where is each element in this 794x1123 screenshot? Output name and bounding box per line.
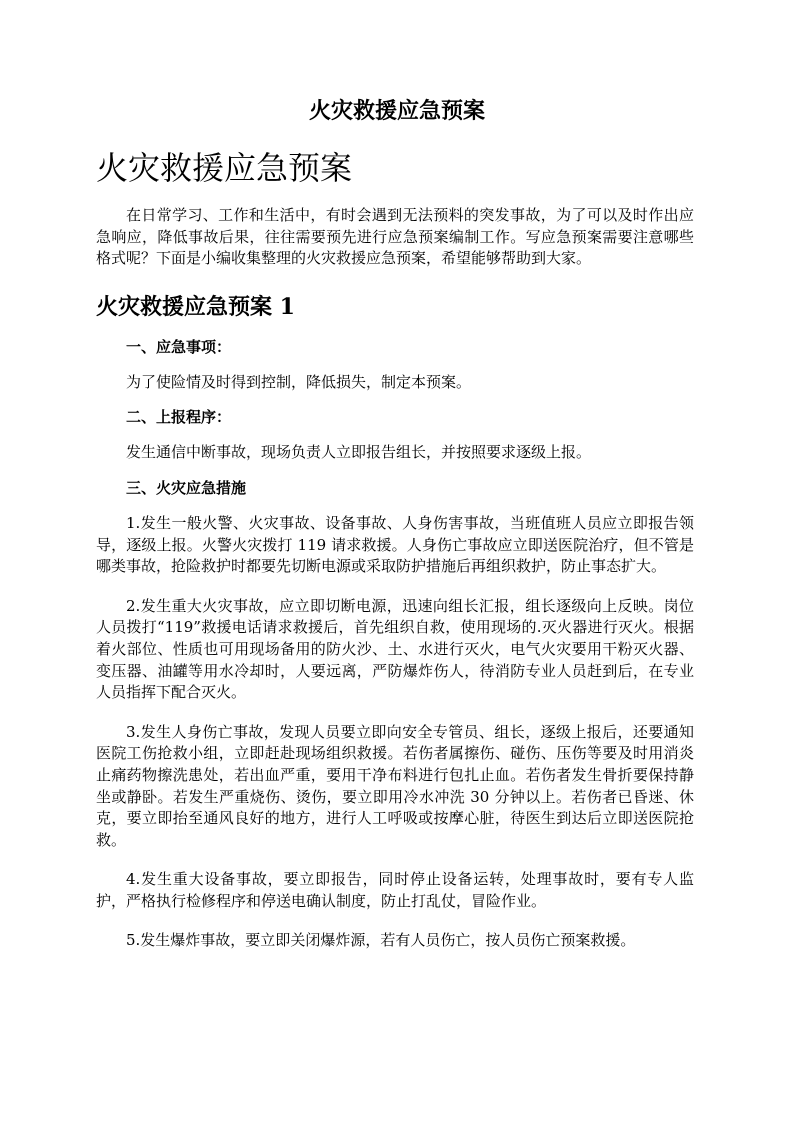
subheading-fire-measures: 三、火灾应急措施 [126, 478, 247, 497]
measure-item-3: 3.发生人身伤亡事故，发现人员要立即向安全专管员、组长，逐级上报后，还要通知医院工伤抢救小组，立即赶赴现场组织救援。若伤者属擦伤、碰伤、压伤等要及时用消炎止痛药物擦洗患处，若出血严重，要用干净布料进行包扎止血。若伤者发生骨折要保持静坐或静卧。若发生严重烧伤、烫伤，要立即用冷水冲洗 30 分钟以上。若伤者已昏迷、休克，要立即抬至通风良好的地方，进行人工呼吸或按摩心脏，待医生到达后立即送医院抢救。 [96, 722, 694, 849]
intro-paragraph: 在日常学习、工作和生活中，有时会遇到无法预料的突发事故，为了可以及时作出应急响应，降低事故后果，往往需要预先进行应急预案编制工作。写应急预案需要注意哪些格式呢？下面是小编收集整理的火灾救援应急预案，希望能够帮助到大家。 [96, 206, 694, 268]
report-procedure-text: 发生通信中断事故，现场负责人立即报告组长，并按照要求逐级上报。 [126, 443, 592, 462]
subheading-report-procedure: 二、上报程序： [126, 408, 232, 427]
document-body [96, 205, 694, 952]
section-title: 火灾救援应急预案 1 [96, 293, 295, 320]
document-main-title: 火灾救援应急预案 [96, 149, 353, 187]
measure-item-1: 1.发生一般火警、火灾事故、设备事故、人身伤害事故，当班值班人员应立即报告领导，逐级上报。火警火灾拨打 119 请求救援。人身伤亡事故应立即送医院治疗，但不管是哪类事故，抢险救护时都要先切断电源或采取防护措施后再组织救护，防止事态扩大。 [96, 513, 694, 576]
measure-item-5: 5.发生爆炸事故，要立即关闭爆炸源，若有人员伤亡，按人员伤亡预案救援。 [126, 931, 636, 950]
page-header-title: 火灾救援应急预案 [308, 98, 485, 124]
measure-item-4: 4.发生重大设备事故，要立即报告，同时停止设备运转，处理事故时，要有专人监护，严格执行检修程序和停送电确认制度，防止打乱仗，冒险作业。 [96, 870, 694, 910]
measure-item-2: 2.发生重大火灾事故，应立即切断电源，迅速向组长汇报，组长逐级向上反映。岗位人员拨打“119”救援电话请求救援后，首先组织自救，使用现场的.灭火器进行灭火。根据着火部位、性质也可用现场备用的防火沙、土、水进行灭火，电气火灾要用干粉灭火器、变压器、油罐等用水冷却时，人要远离，严防爆炸伤人，待消防专业人员赶到后，在专业人员指挥下配合灭火。 [96, 596, 694, 702]
emergency-items-text: 为了使险情及时得到控制，降低损失，制定本预案。 [126, 372, 472, 391]
subheading-emergency-items: 一、应急事项： [126, 337, 232, 356]
